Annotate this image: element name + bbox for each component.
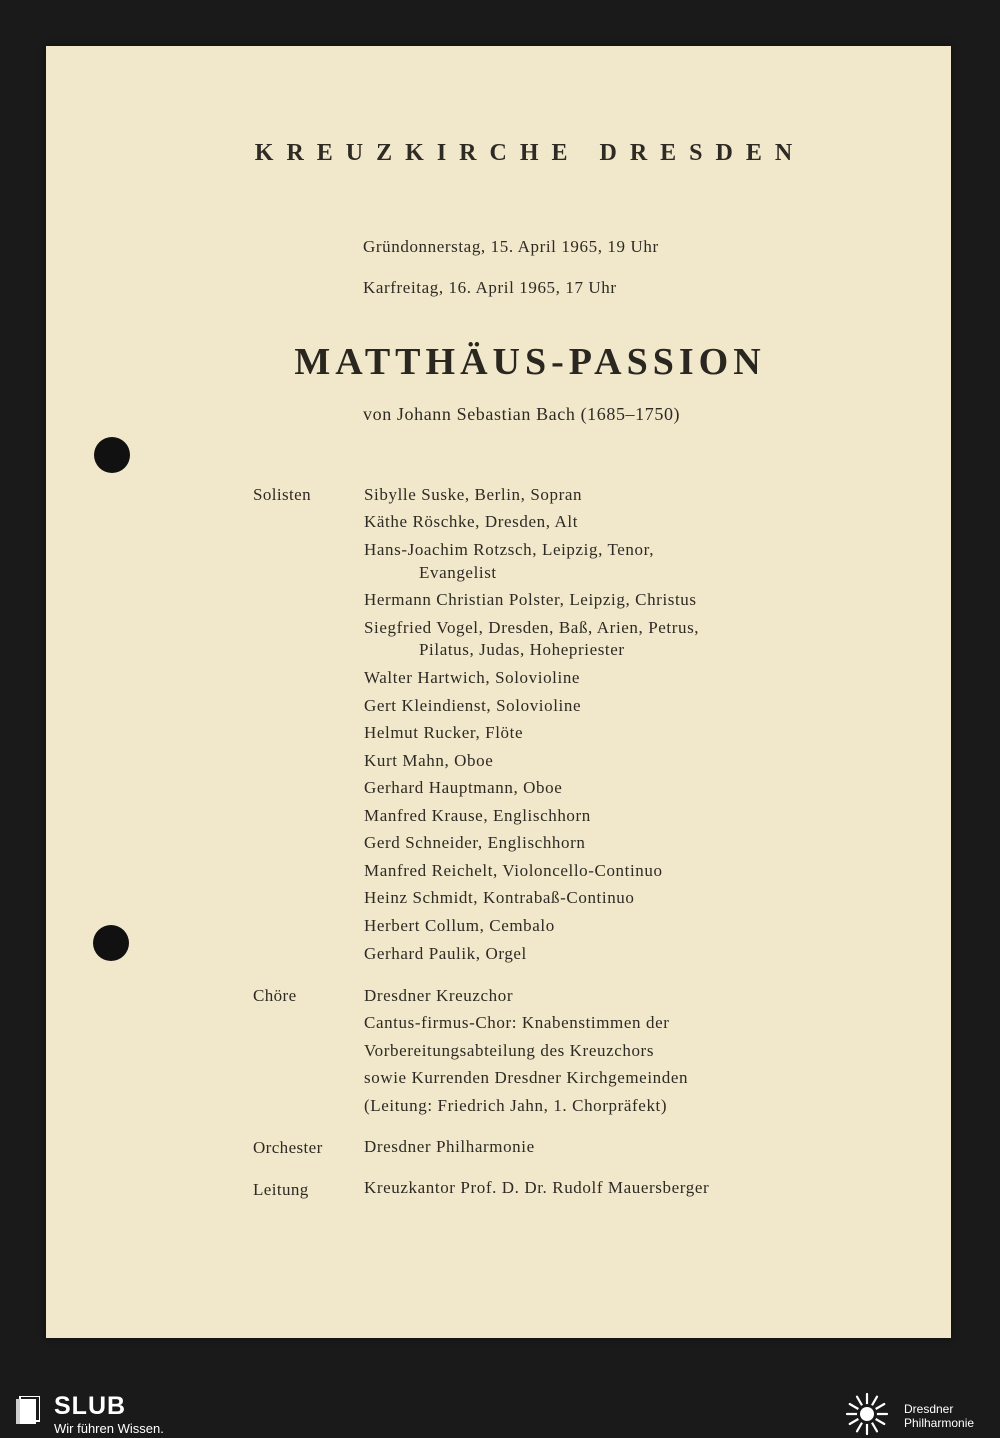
slub-tagline: Wir führen Wissen. xyxy=(54,1421,164,1436)
punch-hole-top xyxy=(94,437,130,473)
section-label-orchester: Orchester xyxy=(253,1138,323,1157)
choir-line: Dresdner Kreuzchor xyxy=(364,986,514,1005)
soloist-line: Gerhard Hauptmann, Oboe xyxy=(364,778,563,797)
soloist-line: Gerhard Paulik, Orgel xyxy=(364,944,527,963)
soloist-line: Siegfried Vogel, Dresden, Baß, Arien, Petrus, xyxy=(364,618,700,637)
soloist-line: Käthe Röschke, Dresden, Alt xyxy=(364,512,579,531)
soloist-line: Sibylle Suske, Berlin, Sopran xyxy=(364,485,583,504)
soloist-line: Hermann Christian Polster, Leipzig, Christus xyxy=(364,590,697,609)
soloist-line: Kurt Mahn, Oboe xyxy=(364,751,494,770)
philharmonie-name-line1[interactable]: Dresdner xyxy=(904,1402,954,1416)
venue-heading: KREUZKIRCHE DRESDEN xyxy=(254,140,806,166)
section-label-leitung: Leitung xyxy=(253,1180,309,1199)
choir-line: (Leitung: Friedrich Jahn, 1. Chorpräfekt) xyxy=(364,1096,668,1115)
soloist-line: Herbert Collum, Cembalo xyxy=(364,916,555,935)
soloist-line: Walter Hartwich, Solovioline xyxy=(364,668,581,687)
soloist-line: Helmut Rucker, Flöte xyxy=(364,723,524,742)
section-label-solisten: Solisten xyxy=(253,485,311,504)
choir-line: Vorbereitungsabteilung des Kreuzchors xyxy=(364,1041,655,1060)
philharmonie-sunburst-icon xyxy=(842,1392,892,1436)
soloist-line: Heinz Schmidt, Kontrabaß-Continuo xyxy=(364,888,635,907)
soloist-line: Gert Kleindienst, Solovioline xyxy=(364,696,582,715)
choir-line: Cantus-firmus-Chor: Knabenstimmen der xyxy=(364,1013,670,1032)
section-label-choere: Chöre xyxy=(253,986,297,1005)
performance-date-2: Karfreitag, 16. April 1965, 17 Uhr xyxy=(363,278,617,297)
soloist-line-continuation: Pilatus, Judas, Hohepriester xyxy=(419,640,625,659)
punch-hole-bottom xyxy=(93,925,129,961)
composer-line: von Johann Sebastian Bach (1685–1750) xyxy=(363,404,681,424)
soloist-line: Hans-Joachim Rotzsch, Leipzig, Tenor, xyxy=(364,540,655,559)
choir-line: sowie Kurrenden Dresdner Kirchgemeinden xyxy=(364,1068,689,1087)
slub-logo-text[interactable]: SLUB xyxy=(54,1392,127,1420)
philharmonie-name-line2[interactable]: Philharmonie xyxy=(904,1416,975,1430)
slub-book-icon xyxy=(14,1396,40,1426)
soloist-line-continuation: Evangelist xyxy=(419,563,497,582)
performance-date-1: Gründonnerstag, 15. April 1965, 19 Uhr xyxy=(363,237,659,256)
orchestra-value: Dresdner Philharmonie xyxy=(364,1137,535,1156)
work-title: MATTHÄUS-PASSION xyxy=(294,341,766,383)
conductor-value: Kreuzkantor Prof. D. Dr. Rudolf Mauersberger xyxy=(364,1178,710,1197)
soloist-line: Manfred Krause, Englischhorn xyxy=(364,806,591,825)
soloist-line: Manfred Reichelt, Violoncello-Continuo xyxy=(364,861,663,880)
soloist-line: Gerd Schneider, Englischhorn xyxy=(364,833,586,852)
